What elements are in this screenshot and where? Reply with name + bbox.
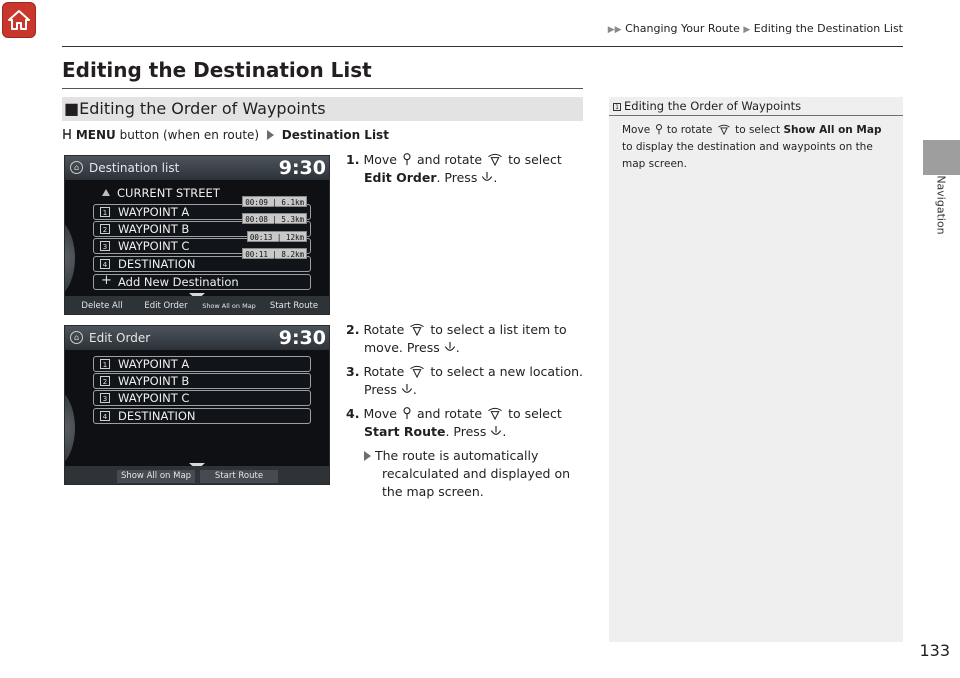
waypoint-label: DESTINATION — [118, 409, 196, 423]
step-number: 2. — [346, 322, 360, 337]
step-target: Edit Order — [364, 170, 437, 185]
waypoint-label: WAYPOINT B — [118, 222, 190, 236]
note-target: Show All on Map — [783, 124, 882, 136]
note-text: to select — [735, 124, 781, 136]
show-all-on-map-button[interactable]: Show All on Map — [117, 470, 195, 483]
dial-graphic — [64, 388, 75, 468]
step-text: and rotate — [416, 406, 483, 421]
waypoint-label: WAYPOINT C — [118, 391, 190, 405]
note-text: Move — [622, 124, 651, 136]
press-knob-icon — [490, 425, 502, 438]
joystick-icon — [654, 124, 664, 135]
rotate-knob-icon — [408, 365, 426, 378]
step-text: to select a list item to — [430, 322, 567, 337]
screen-title: Edit Order — [89, 331, 151, 345]
waypoint-number: 4 — [100, 411, 110, 421]
step-text: to select — [508, 152, 562, 167]
note-text: to display the destination and waypoints on the map screen. — [622, 141, 873, 170]
list-item[interactable] — [93, 356, 311, 372]
title-divider — [62, 88, 583, 89]
menu-path — [62, 128, 389, 142]
back-icon[interactable]: ⌂ — [70, 331, 83, 344]
waypoint-label: WAYPOINT A — [118, 205, 190, 219]
step-text: . Press — [436, 170, 478, 185]
step-4 — [346, 405, 586, 441]
step-number: 1. — [346, 152, 360, 167]
side-note-body — [622, 122, 894, 173]
press-knob-icon — [481, 171, 493, 184]
add-destination-label: Add New Destination — [118, 275, 239, 289]
joystick-icon — [401, 407, 413, 420]
waypoint-number: 1 — [100, 359, 110, 369]
step-text: . — [493, 170, 498, 185]
waypoint-number: 1 — [100, 207, 110, 217]
home-icon — [7, 9, 31, 31]
screen-header — [65, 156, 329, 180]
current-street-row[interactable] — [93, 186, 253, 202]
home-button[interactable] — [2, 2, 36, 38]
step-target: Start Route — [364, 424, 446, 439]
eta-distance-badge: 00:08 | 5.3km — [242, 213, 307, 224]
show-all-on-map-button[interactable]: Show All on Map — [202, 302, 256, 310]
add-destination-item[interactable] — [93, 274, 311, 290]
step-3 — [346, 363, 586, 399]
step-text: Press — [364, 382, 397, 397]
eta-distance-badge: 00:11 | 8.2km — [242, 248, 307, 259]
step-result — [364, 447, 584, 501]
current-street-label: CURRENT STREET — [117, 186, 220, 200]
waypoint-label: WAYPOINT C — [118, 239, 190, 253]
breadcrumb — [608, 22, 903, 35]
header-divider — [62, 46, 903, 47]
waypoint-number: 2 — [100, 224, 110, 234]
breadcrumb-arrow-icon: ▶▶ — [607, 25, 622, 35]
side-note-title-text: Editing the Order of Waypoints — [624, 99, 802, 113]
edit-order-screen — [64, 325, 330, 485]
step-text: Move — [363, 406, 397, 421]
plus-icon: + — [101, 273, 112, 288]
menu-suffix: button (when en route) — [119, 128, 260, 142]
breadcrumb-arrow-icon: ▶ — [743, 25, 751, 35]
section-heading: ■Editing the Order of Waypoints — [62, 97, 583, 121]
breadcrumb-current: Editing the Destination List — [753, 22, 903, 35]
press-knob-icon — [401, 383, 413, 396]
screen-header — [65, 326, 329, 350]
note-text: to rotate — [666, 124, 713, 136]
page-number: 133 — [919, 641, 950, 660]
clock: 9:30 — [278, 327, 326, 349]
waypoint-number: 2 — [100, 376, 110, 386]
press-knob-icon — [444, 341, 456, 354]
screen-footer — [65, 296, 329, 314]
side-note-panel — [609, 97, 903, 642]
eta-distance-badge: 00:09 | 6.1km — [242, 196, 307, 207]
menu-button-icon — [62, 128, 72, 140]
destination-list-screen — [64, 155, 330, 315]
path-arrow-icon — [267, 130, 274, 140]
step-text: . — [412, 382, 417, 397]
rotate-knob-icon — [408, 323, 426, 336]
step-text: Move — [363, 152, 397, 167]
result-text: The route is automatically — [375, 448, 539, 463]
step-text: . — [455, 340, 460, 355]
rotate-knob-icon — [486, 407, 504, 420]
delete-all-button[interactable]: Delete All — [81, 301, 123, 311]
clock: 9:30 — [278, 157, 326, 179]
step-text: move. Press — [364, 340, 440, 355]
breadcrumb-parent[interactable]: Changing Your Route — [625, 22, 740, 35]
result-text: the map screen. — [382, 484, 484, 499]
rotate-knob-icon — [486, 153, 504, 166]
start-route-button[interactable]: Start Route — [269, 301, 319, 311]
list-item[interactable] — [93, 390, 311, 406]
eta-distance-badge: 00:13 | 12km — [247, 231, 307, 242]
waypoint-label: DESTINATION — [118, 257, 196, 271]
menu-label: MENU — [75, 128, 116, 142]
chapter-label: Navigation — [934, 175, 948, 235]
waypoint-number: 3 — [100, 241, 110, 251]
waypoint-label: WAYPOINT B — [118, 374, 190, 388]
step-2 — [346, 321, 586, 357]
waypoint-number: 4 — [100, 259, 110, 269]
screen-title: Destination list — [89, 161, 180, 175]
start-route-button[interactable]: Start Route — [200, 470, 278, 483]
step-text: . Press — [445, 424, 487, 439]
step-text: Rotate — [363, 364, 405, 379]
chapter-mark: 1 — [613, 103, 621, 111]
list-item[interactable] — [93, 373, 311, 389]
back-icon[interactable]: ⌂ — [70, 161, 83, 174]
joystick-icon — [401, 153, 413, 166]
step-text: and rotate — [416, 152, 483, 167]
waypoint-number: 3 — [100, 393, 110, 403]
waypoint-label: WAYPOINT A — [118, 357, 190, 371]
current-location-icon — [102, 189, 110, 196]
menu-target: Destination List — [281, 128, 389, 142]
page-title: Editing the Destination List — [62, 58, 372, 82]
side-note-title — [609, 97, 903, 116]
step-text: Rotate — [363, 322, 405, 337]
result-arrow-icon — [364, 451, 371, 461]
step-number: 4. — [346, 406, 360, 421]
step-text: to select — [508, 406, 562, 421]
screen-footer — [65, 466, 329, 484]
dial-graphic — [64, 218, 75, 298]
step-text: to select a new location. — [430, 364, 583, 379]
step-text: . — [502, 424, 507, 439]
list-item[interactable] — [93, 408, 311, 424]
result-text: recalculated and displayed on — [382, 466, 571, 481]
step-number: 3. — [346, 364, 360, 379]
step-1 — [346, 151, 586, 187]
edit-order-button[interactable]: Edit Order — [144, 301, 188, 311]
rotate-knob-icon — [716, 124, 732, 135]
